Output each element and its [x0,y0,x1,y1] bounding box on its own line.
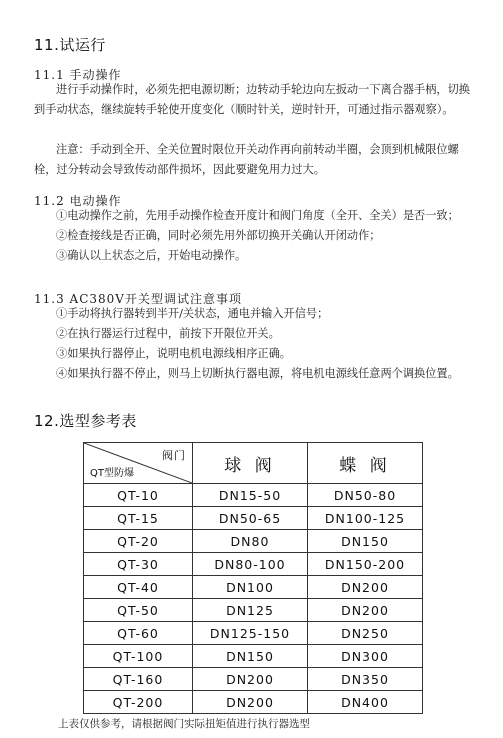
selection-table [83,442,423,714]
cell-ball-valve: DN80 [193,530,308,553]
cell-ball-valve: DN80-100 [193,553,308,576]
cell-ball-valve: DN125-150 [193,622,308,645]
cell-butterfly-valve: DN200 [308,576,423,599]
cell-model: QT-60 [84,622,193,645]
column-header-ball-valve: 球 阀 [193,443,308,484]
cell-ball-valve: DN200 [193,668,308,691]
cell-model: QT-10 [84,484,193,507]
corner-label-model: QT型防爆 [90,468,134,479]
cell-butterfly-valve: DN150 [308,530,423,553]
column-header-butterfly-valve: 蝶 阀 [308,443,423,484]
table-row [84,553,423,576]
cell-ball-valve: DN125 [193,599,308,622]
table-row [84,691,423,714]
list-item: ②在执行器运行过程中，前按下开限位开关。 [56,327,280,340]
list-item: ①手动将执行器转到半开/关状态，通电并输入开信号； [56,307,329,320]
cell-model: QT-40 [84,576,193,599]
cell-butterfly-valve: DN100-125 [308,507,423,530]
cell-butterfly-valve: DN200 [308,599,423,622]
cell-butterfly-valve: DN150-200 [308,553,423,576]
cell-model: QT-200 [84,691,193,714]
list-item: ③确认以上状态之后，开始电动操作。 [56,249,247,262]
cell-ball-valve: DN200 [193,691,308,714]
cell-model: QT-50 [84,599,193,622]
list-item: ②检查接线是否正确，同时必须先用外部切换开关确认开闭动作； [56,229,381,242]
section-11-3-list [34,304,474,384]
table-row [84,599,423,622]
table-row [84,484,423,507]
cell-butterfly-valve: DN400 [308,691,423,714]
section-12-title: 12.选型参考表 [34,412,137,430]
section-11-2-heading: 11.2 电动操作 [34,194,122,208]
cell-model: QT-100 [84,645,193,668]
table-footnote: 上表仅供参考，请根据阀门实际扭矩值进行执行器选型 [58,718,310,730]
list-item: ④如果执行器不停止，则马上切断执行器电源，将电机电源线任意两个调换位置。 [56,367,459,380]
cell-butterfly-valve: DN300 [308,645,423,668]
cell-model: QT-15 [84,507,193,530]
section-11-title: 11.试运行 [34,36,106,54]
cell-ball-valve: DN15-50 [193,484,308,507]
cell-ball-valve: DN100 [193,576,308,599]
table-row [84,576,423,599]
cell-butterfly-valve: DN250 [308,622,423,645]
cell-ball-valve: DN50-65 [193,507,308,530]
table-row [84,622,423,645]
list-item: ①电动操作之前，先用手动操作检查开度计和阀门角度（全开、全关）是否一致； [56,209,459,222]
table-row [84,645,423,668]
table-row [84,668,423,691]
section-11-2-list [34,206,474,266]
section-11-1-paragraph-1: 进行手动操作时，必须先把电源切断；边转动手轮边向左扳动一下离合器手柄，切换到手动状态，继续旋转手轮使开度变化（顺时针关，逆时针开，可通过指示器观察）。 [34,83,470,116]
section-11-1-heading: 11.1 手动操作 [34,68,122,82]
corner-label-valve: 阀门 [162,449,186,462]
cell-model: QT-30 [84,553,193,576]
table-body [84,484,423,714]
table-row [84,530,423,553]
list-item: ③如果执行器停止，说明电机电源线相序正确。 [56,347,291,360]
cell-butterfly-valve: DN50-80 [308,484,423,507]
section-11-3-heading: 11.3 AC380V开关型调试注意事项 [34,292,242,306]
cell-model: QT-20 [84,530,193,553]
table-corner-cell [84,443,193,484]
table-header-row [84,443,423,484]
cell-model: QT-160 [84,668,193,691]
cell-butterfly-valve: DN350 [308,668,423,691]
section-11-1-paragraph-2: 注意：手动到全开、全关位置时限位开关动作再向前转动半圈，会顶到机械限位螺栓，过分转动会导致传动部件损坏，因此要避免用力过大。 [34,143,459,176]
table-row [84,507,423,530]
cell-ball-valve: DN150 [193,645,308,668]
